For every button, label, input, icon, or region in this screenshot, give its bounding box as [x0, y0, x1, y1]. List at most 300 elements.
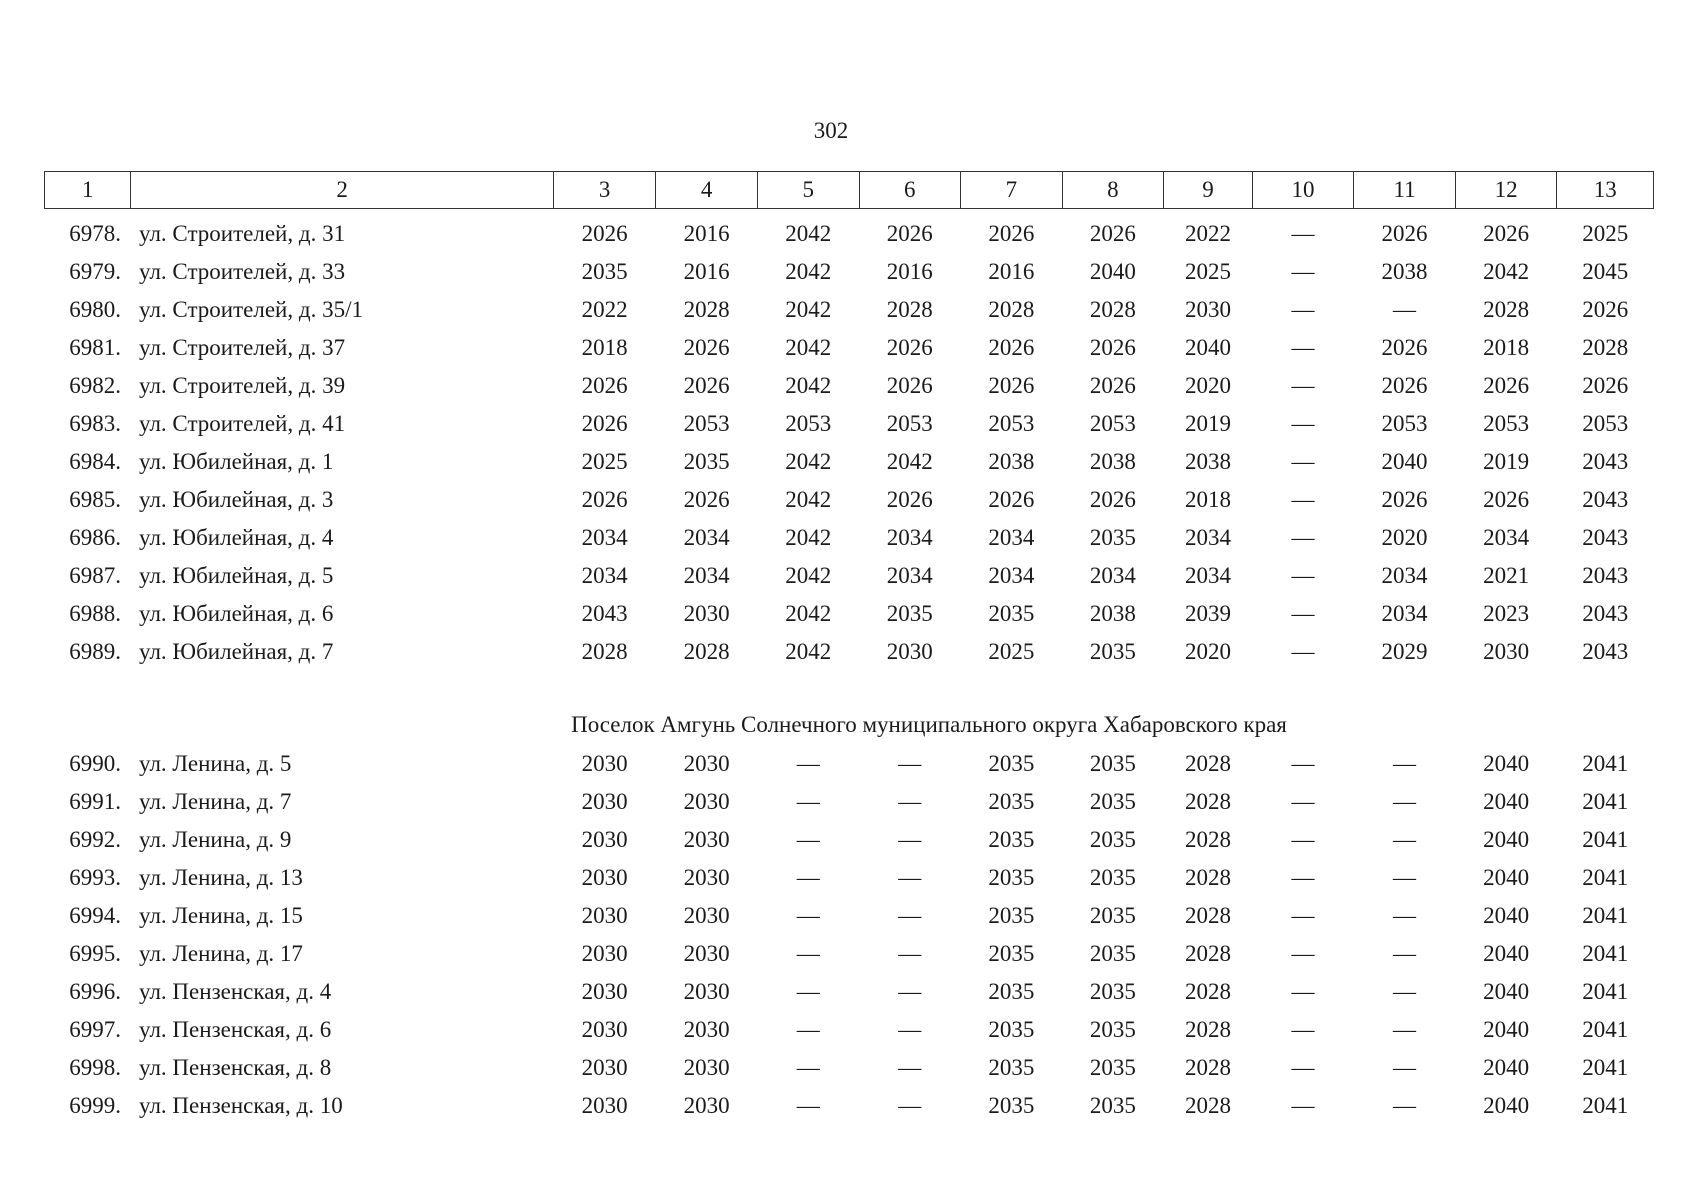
row-number: 6991.	[69, 789, 121, 814]
value-cell: 2040	[1483, 865, 1530, 890]
address-cell: ул. Строителей, д. 37	[138, 335, 346, 360]
value-cell: 2043	[1582, 601, 1629, 626]
value-cell: 2042	[785, 601, 832, 626]
value-cell: 2035	[988, 941, 1035, 966]
value-cell: 2040	[1483, 1055, 1530, 1080]
value-cell: 2026	[1089, 487, 1136, 512]
table-row	[45, 595, 1654, 633]
value-cell: 2041	[1582, 1093, 1629, 1118]
value-cell: 2041	[1582, 1017, 1629, 1042]
value-cell: 2026	[1089, 335, 1136, 360]
address-cell: ул. Строителей, д. 31	[138, 221, 346, 246]
value-cell: 2025	[1582, 221, 1629, 246]
address-cell: ул. Юбилейная, д. 5	[138, 563, 334, 588]
value-cell: 2041	[1582, 941, 1629, 966]
value-cell: —	[796, 941, 820, 966]
value-cell: 2035	[1089, 789, 1136, 814]
column-header: 3	[553, 172, 656, 209]
value-cell: 2026	[988, 335, 1035, 360]
value-cell: —	[1393, 865, 1417, 890]
value-cell: 2018	[1184, 487, 1231, 512]
value-cell: 2053	[1582, 411, 1629, 436]
column-header: 7	[961, 172, 1063, 209]
value-cell: 2026	[581, 221, 628, 246]
value-cell: 2028	[886, 297, 933, 322]
value-cell: 2018	[581, 335, 628, 360]
value-cell: —	[1291, 411, 1315, 436]
value-cell: 2028	[581, 639, 628, 664]
value-cell: 2028	[988, 297, 1035, 322]
address-cell: ул. Юбилейная, д. 3	[138, 487, 334, 512]
address-cell: ул. Пензенская, д. 4	[138, 979, 332, 1004]
value-cell: 2030	[683, 903, 730, 928]
row-number: 6985.	[69, 487, 121, 512]
value-cell: —	[1291, 941, 1315, 966]
value-cell: —	[1291, 789, 1315, 814]
address-cell: ул. Ленина, д. 13	[138, 865, 303, 890]
value-cell: 2026	[1582, 373, 1629, 398]
value-cell: 2042	[785, 525, 832, 550]
value-cell: 2034	[1184, 525, 1231, 550]
value-cell: 2018	[1483, 335, 1530, 360]
value-cell: 2030	[683, 865, 730, 890]
address-cell: ул. Пензенская, д. 6	[138, 1017, 332, 1042]
address-cell: ул. Юбилейная, д. 6	[138, 601, 334, 626]
column-header: 8	[1062, 172, 1164, 209]
value-cell: 2041	[1582, 827, 1629, 852]
value-cell: 2035	[988, 827, 1035, 852]
row-number: 6996.	[69, 979, 121, 1004]
value-cell: 2042	[785, 639, 832, 664]
value-cell: —	[1291, 751, 1315, 776]
value-cell: —	[796, 903, 820, 928]
value-cell: —	[898, 903, 922, 928]
value-cell: —	[1291, 335, 1315, 360]
value-cell: —	[1291, 1093, 1315, 1118]
value-cell: 2030	[683, 1093, 730, 1118]
value-cell: 2035	[886, 601, 933, 626]
section-title: Поселок Амгунь Солнечного муниципального округа Хабаровского края	[571, 712, 1287, 737]
value-cell: 2040	[1483, 1093, 1530, 1118]
value-cell: 2035	[988, 903, 1035, 928]
table-row	[45, 367, 1654, 405]
value-cell: —	[1393, 297, 1417, 322]
value-cell: —	[1291, 601, 1315, 626]
value-cell: 2053	[785, 411, 832, 436]
value-cell: 2030	[581, 903, 628, 928]
value-cell: 2030	[581, 1055, 628, 1080]
value-cell: 2043	[1582, 525, 1629, 550]
value-cell: 2030	[581, 979, 628, 1004]
value-cell: 2040	[1483, 751, 1530, 776]
row-number: 6984.	[69, 449, 121, 474]
value-cell: —	[898, 865, 922, 890]
value-cell: —	[1291, 639, 1315, 664]
value-cell: 2053	[683, 411, 730, 436]
column-header: 4	[656, 172, 758, 209]
value-cell: 2028	[1184, 941, 1231, 966]
value-cell: 2026	[1381, 221, 1428, 246]
value-cell: —	[898, 1093, 922, 1118]
address-cell: ул. Ленина, д. 5	[138, 751, 292, 776]
column-header: 12	[1455, 172, 1557, 209]
value-cell: —	[796, 1017, 820, 1042]
value-cell: 2028	[1184, 1055, 1231, 1080]
value-cell: —	[1291, 903, 1315, 928]
value-cell: —	[796, 979, 820, 1004]
row-number: 6986.	[69, 525, 121, 550]
value-cell: 2016	[886, 259, 933, 284]
value-cell: 2030	[581, 1017, 628, 1042]
row-number: 6979.	[69, 259, 121, 284]
table-row	[45, 291, 1654, 329]
value-cell: 2040	[1089, 259, 1136, 284]
value-cell: 2022	[1184, 221, 1231, 246]
value-cell: 2016	[683, 221, 730, 246]
value-cell: —	[796, 827, 820, 852]
value-cell: 2028	[1582, 335, 1629, 360]
table-row	[45, 745, 1654, 783]
value-cell: 2030	[581, 865, 628, 890]
value-cell: 2030	[683, 979, 730, 1004]
value-cell: 2028	[683, 297, 730, 322]
address-cell: ул. Строителей, д. 35/1	[138, 297, 363, 322]
value-cell: —	[898, 1055, 922, 1080]
value-cell: 2030	[683, 789, 730, 814]
value-cell: 2016	[988, 259, 1035, 284]
value-cell: —	[1291, 487, 1315, 512]
value-cell: 2019	[1184, 411, 1231, 436]
value-cell: 2028	[1184, 1017, 1231, 1042]
table-row	[45, 405, 1654, 443]
address-cell: ул. Юбилейная, д. 7	[138, 639, 334, 664]
value-cell: —	[1291, 297, 1315, 322]
value-cell: 2026	[886, 487, 933, 512]
value-cell: —	[796, 865, 820, 890]
value-cell: 2030	[581, 827, 628, 852]
value-cell: 2026	[886, 221, 933, 246]
value-cell: 2043	[1582, 487, 1629, 512]
section-row	[45, 705, 1654, 745]
value-cell: 2020	[1184, 373, 1231, 398]
value-cell: 2026	[886, 373, 933, 398]
value-cell: 2034	[988, 563, 1035, 588]
value-cell: 2035	[1089, 865, 1136, 890]
value-cell: 2053	[1381, 411, 1428, 436]
table-body	[45, 209, 1654, 1126]
value-cell: 2034	[683, 563, 730, 588]
value-cell: 2026	[683, 335, 730, 360]
value-cell: 2030	[683, 601, 730, 626]
table-row	[45, 557, 1654, 595]
value-cell: 2028	[683, 639, 730, 664]
value-cell: 2041	[1582, 865, 1629, 890]
value-cell: 2030	[581, 789, 628, 814]
table-row	[45, 519, 1654, 557]
row-number: 6989.	[69, 639, 121, 664]
value-cell: 2043	[1582, 639, 1629, 664]
value-cell: —	[796, 1093, 820, 1118]
value-cell: 2026	[988, 487, 1035, 512]
value-cell: 2030	[1184, 297, 1231, 322]
value-cell: 2030	[1483, 639, 1530, 664]
value-cell: 2026	[581, 487, 628, 512]
address-cell: ул. Строителей, д. 41	[138, 411, 346, 436]
value-cell: —	[898, 789, 922, 814]
value-cell: 2026	[1089, 373, 1136, 398]
value-cell: 2041	[1582, 979, 1629, 1004]
value-cell: —	[1291, 563, 1315, 588]
value-cell: 2039	[1184, 601, 1231, 626]
value-cell: 2053	[1483, 411, 1530, 436]
address-cell: ул. Ленина, д. 15	[138, 903, 303, 928]
value-cell: 2035	[581, 259, 628, 284]
value-cell: —	[796, 751, 820, 776]
row-number: 6999.	[69, 1093, 121, 1118]
value-cell: 2042	[785, 563, 832, 588]
value-cell: —	[1393, 827, 1417, 852]
value-cell: —	[1393, 751, 1417, 776]
column-header: 2	[131, 172, 553, 209]
value-cell: 2030	[581, 941, 628, 966]
value-cell: 2035	[988, 865, 1035, 890]
value-cell: 2035	[1089, 639, 1136, 664]
value-cell: 2040	[1483, 903, 1530, 928]
value-cell: 2028	[1089, 297, 1136, 322]
value-cell: 2035	[988, 1093, 1035, 1118]
value-cell: —	[898, 751, 922, 776]
value-cell: 2042	[785, 373, 832, 398]
address-cell: ул. Ленина, д. 9	[138, 827, 292, 852]
value-cell: 2042	[785, 449, 832, 474]
value-cell: 2019	[1483, 449, 1530, 474]
value-cell: 2028	[1184, 751, 1231, 776]
value-cell: 2035	[1089, 751, 1136, 776]
value-cell: 2034	[1381, 601, 1428, 626]
value-cell: 2035	[1089, 525, 1136, 550]
value-cell: 2040	[1483, 827, 1530, 852]
value-cell: 2030	[683, 1055, 730, 1080]
table-row	[45, 1011, 1654, 1049]
value-cell: 2042	[785, 259, 832, 284]
value-cell: 2053	[1089, 411, 1136, 436]
value-cell: 2045	[1582, 259, 1629, 284]
value-cell: 2030	[683, 941, 730, 966]
value-cell: 2025	[1184, 259, 1231, 284]
value-cell: 2038	[1381, 259, 1428, 284]
value-cell: 2028	[1184, 789, 1231, 814]
value-cell: 2042	[785, 335, 832, 360]
value-cell: 2028	[1483, 297, 1530, 322]
value-cell: 2026	[1483, 373, 1530, 398]
value-cell: —	[1393, 1055, 1417, 1080]
table-row	[45, 859, 1654, 897]
value-cell: 2041	[1582, 789, 1629, 814]
spacer-cell	[45, 671, 1654, 705]
value-cell: 2040	[1483, 1017, 1530, 1042]
row-number: 6981.	[69, 335, 121, 360]
column-header: 13	[1557, 172, 1654, 209]
value-cell: 2034	[988, 525, 1035, 550]
column-header: 11	[1354, 172, 1456, 209]
value-cell: 2028	[1184, 865, 1231, 890]
table-row	[45, 253, 1654, 291]
value-cell: —	[1291, 1017, 1315, 1042]
value-cell: 2053	[886, 411, 933, 436]
value-cell: 2034	[886, 563, 933, 588]
page-number: 302	[813, 118, 849, 143]
column-header: 1	[45, 172, 131, 209]
value-cell: 2035	[1089, 1055, 1136, 1080]
value-cell: 2026	[1483, 221, 1530, 246]
value-cell: —	[1291, 525, 1315, 550]
value-cell: 2035	[988, 1017, 1035, 1042]
value-cell: —	[898, 1017, 922, 1042]
value-cell: 2035	[988, 979, 1035, 1004]
address-cell: ул. Строителей, д. 33	[138, 259, 346, 284]
value-cell: —	[1291, 979, 1315, 1004]
column-header: 6	[859, 172, 961, 209]
value-cell: —	[1393, 1093, 1417, 1118]
value-cell: 2025	[581, 449, 628, 474]
value-cell: 2016	[683, 259, 730, 284]
value-cell: 2030	[683, 751, 730, 776]
table-row	[45, 1087, 1654, 1125]
table-row	[45, 443, 1654, 481]
value-cell: —	[1393, 903, 1417, 928]
table-row	[45, 481, 1654, 519]
row-number: 6993.	[69, 865, 121, 890]
value-cell: 2053	[988, 411, 1035, 436]
value-cell: —	[1393, 979, 1417, 1004]
value-cell: 2034	[581, 563, 628, 588]
value-cell: 2040	[1483, 789, 1530, 814]
table-row	[45, 633, 1654, 671]
value-cell: 2030	[886, 639, 933, 664]
value-cell: 2026	[988, 373, 1035, 398]
value-cell: 2029	[1381, 639, 1428, 664]
row-number: 6988.	[69, 601, 121, 626]
value-cell: 2041	[1582, 1055, 1629, 1080]
value-cell: 2040	[1483, 979, 1530, 1004]
value-cell: 2034	[1483, 525, 1530, 550]
value-cell: 2035	[1089, 1017, 1136, 1042]
row-number: 6982.	[69, 373, 121, 398]
value-cell: 2042	[785, 297, 832, 322]
address-cell: ул. Строителей, д. 39	[138, 373, 346, 398]
column-header: 9	[1164, 172, 1252, 209]
value-cell: 2035	[988, 1055, 1035, 1080]
table-row	[45, 821, 1654, 859]
value-cell: 2034	[1184, 563, 1231, 588]
value-cell: 2028	[1184, 827, 1231, 852]
address-cell: ул. Ленина, д. 7	[138, 789, 292, 814]
data-table	[44, 171, 1654, 1125]
row-number: 6995.	[69, 941, 121, 966]
value-cell: 2026	[683, 487, 730, 512]
row-number: 6998.	[69, 1055, 121, 1080]
value-cell: 2038	[988, 449, 1035, 474]
value-cell: 2034	[1089, 563, 1136, 588]
value-cell: —	[898, 827, 922, 852]
table-row	[45, 1049, 1654, 1087]
value-cell: 2042	[785, 487, 832, 512]
value-cell: 2026	[581, 373, 628, 398]
value-cell: 2043	[1582, 449, 1629, 474]
value-cell: —	[1393, 941, 1417, 966]
row-number: 6978.	[69, 221, 121, 246]
value-cell: —	[796, 1055, 820, 1080]
value-cell: 2035	[1089, 979, 1136, 1004]
value-cell: 2040	[1483, 941, 1530, 966]
value-cell: —	[1291, 259, 1315, 284]
value-cell: 2026	[1089, 221, 1136, 246]
value-cell: 2038	[1089, 449, 1136, 474]
row-number: 6990.	[69, 751, 121, 776]
value-cell: —	[1291, 449, 1315, 474]
value-cell: 2020	[1184, 639, 1231, 664]
value-cell: —	[898, 941, 922, 966]
value-cell: 2026	[1582, 297, 1629, 322]
table-row	[45, 897, 1654, 935]
value-cell: 2026	[1381, 373, 1428, 398]
column-header: 10	[1252, 172, 1354, 209]
column-header: 5	[757, 172, 859, 209]
table-row	[45, 973, 1654, 1011]
value-cell: 2042	[785, 221, 832, 246]
row-number: 6997.	[69, 1017, 121, 1042]
table-row	[45, 329, 1654, 367]
value-cell: 2035	[683, 449, 730, 474]
address-cell: ул. Пензенская, д. 8	[138, 1055, 332, 1080]
value-cell: —	[898, 979, 922, 1004]
value-cell: 2030	[581, 751, 628, 776]
value-cell: 2025	[988, 639, 1035, 664]
address-cell: ул. Ленина, д. 17	[138, 941, 303, 966]
table-row	[45, 935, 1654, 973]
row-number: 6987.	[69, 563, 121, 588]
value-cell: 2035	[1089, 941, 1136, 966]
value-cell: 2028	[1184, 1093, 1231, 1118]
value-cell: 2035	[988, 601, 1035, 626]
value-cell: 2026	[1381, 335, 1428, 360]
table-row	[45, 783, 1654, 821]
value-cell: 2040	[1381, 449, 1428, 474]
value-cell: 2035	[1089, 903, 1136, 928]
value-cell: 2020	[1381, 525, 1428, 550]
address-cell: ул. Пензенская, д. 10	[138, 1093, 343, 1118]
value-cell: 2021	[1483, 563, 1530, 588]
value-cell: 2034	[1381, 563, 1428, 588]
value-cell: 2030	[581, 1093, 628, 1118]
value-cell: 2028	[1184, 979, 1231, 1004]
spacer-row	[45, 671, 1654, 705]
value-cell: —	[1393, 789, 1417, 814]
value-cell: 2035	[988, 789, 1035, 814]
row-number: 6983.	[69, 411, 121, 436]
value-cell: 2026	[1381, 487, 1428, 512]
value-cell: 2026	[683, 373, 730, 398]
value-cell: 2030	[683, 1017, 730, 1042]
value-cell: 2043	[1582, 563, 1629, 588]
value-cell: 2026	[988, 221, 1035, 246]
value-cell: —	[796, 789, 820, 814]
value-cell: 2040	[1184, 335, 1231, 360]
address-cell: ул. Юбилейная, д. 1	[138, 449, 334, 474]
value-cell: 2023	[1483, 601, 1530, 626]
row-number: 6992.	[69, 827, 121, 852]
row-number: 6994.	[69, 903, 121, 928]
